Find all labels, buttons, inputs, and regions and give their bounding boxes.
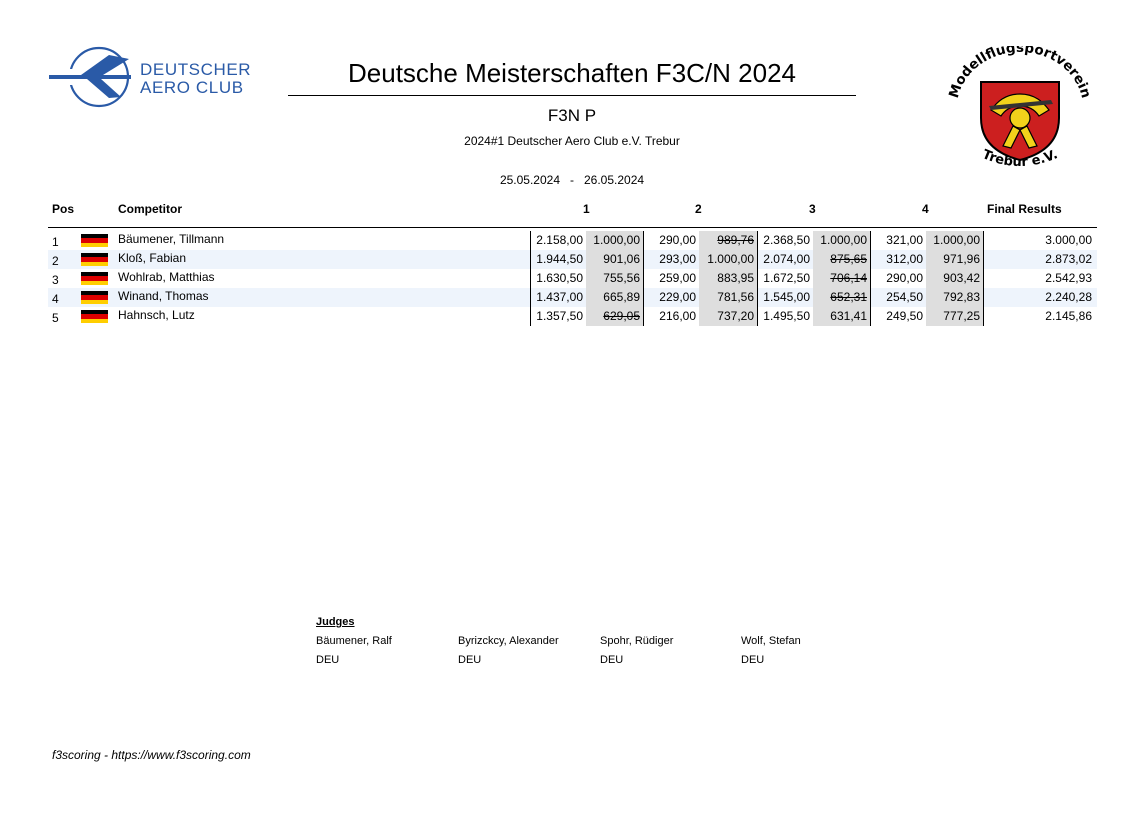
judges-title: Judges xyxy=(316,616,355,628)
class-name: F3N P xyxy=(547,106,597,125)
round-2-raw: 229,00 xyxy=(659,290,696,304)
round-2-raw: 259,00 xyxy=(659,271,696,285)
judge-nation: DEU xyxy=(600,654,624,666)
table-row xyxy=(48,307,1097,326)
dac-globe-icon xyxy=(47,46,139,108)
judge-nation: DEU xyxy=(741,654,765,666)
row-pos: 4 xyxy=(52,292,59,306)
row-competitor: Hahnsch, Lutz xyxy=(118,308,195,322)
judge-name: Byrizckcy, Alexander xyxy=(458,635,559,647)
row-final-result: 3.000,00 xyxy=(1045,233,1092,247)
round-4-raw: 254,50 xyxy=(886,290,923,304)
column-separator xyxy=(643,231,644,326)
row-pos: 3 xyxy=(52,273,59,287)
round-1-score: 901,06 xyxy=(586,250,643,269)
round-4-raw: 312,00 xyxy=(886,252,923,266)
flag-germany-icon xyxy=(81,272,108,285)
club-crest-icon xyxy=(945,46,1095,176)
header-divider xyxy=(48,227,1097,228)
flag-germany-icon xyxy=(81,253,108,266)
round-1-raw: 2.158,00 xyxy=(536,233,583,247)
round-3-raw: 2.074,00 xyxy=(763,252,810,266)
row-competitor: Bäumener, Tillmann xyxy=(118,232,225,246)
row-competitor: Winand, Thomas xyxy=(118,289,209,303)
round-3-score: 1.000,00 xyxy=(813,231,870,250)
judge-name: Bäumener, Ralf xyxy=(316,635,392,647)
round-3-score: 706,14 xyxy=(813,269,870,288)
column-header-pos: Pos xyxy=(52,202,75,216)
round-3-raw: 1.545,00 xyxy=(763,290,810,304)
column-separator xyxy=(870,231,871,326)
club-logo xyxy=(945,46,1095,176)
judge-name: Wolf, Stefan xyxy=(741,635,801,647)
round-4-score: 971,96 xyxy=(926,250,983,269)
column-separator xyxy=(757,231,758,326)
round-2-raw: 216,00 xyxy=(659,309,696,323)
round-2-score: 1.000,00 xyxy=(699,250,757,269)
column-separator xyxy=(530,231,531,326)
flag-germany-icon xyxy=(81,291,108,304)
row-competitor: Wohlrab, Matthias xyxy=(118,270,215,284)
dac-logo-line2: AERO CLUB xyxy=(140,78,244,97)
table-row xyxy=(48,269,1097,288)
round-4-score: 777,25 xyxy=(926,307,983,326)
round-2-raw: 293,00 xyxy=(659,252,696,266)
round-1-score: 755,56 xyxy=(586,269,643,288)
column-header-round-2: 2 xyxy=(695,202,702,216)
table-row xyxy=(48,250,1097,269)
flag-germany-icon xyxy=(81,310,108,323)
table-row xyxy=(48,231,1097,250)
round-3-score: 631,41 xyxy=(813,307,870,326)
round-1-raw: 1.437,00 xyxy=(536,290,583,304)
dac-logo xyxy=(47,46,272,108)
row-final-result: 2.240,28 xyxy=(1045,290,1092,304)
club-logo-top-text: Modellflugsportverein xyxy=(946,46,1094,101)
row-final-result: 2.542,93 xyxy=(1045,271,1092,285)
dac-logo-line1: DEUTSCHER xyxy=(140,60,252,79)
page-title: Deutsche Meisterschaften F3C/N 2024 xyxy=(348,58,796,88)
round-4-score: 1.000,00 xyxy=(926,231,983,250)
row-competitor: Kloß, Fabian xyxy=(118,251,187,265)
row-final-result: 2.145,86 xyxy=(1045,309,1092,323)
round-1-raw: 1.944,50 xyxy=(536,252,583,266)
round-4-raw: 249,50 xyxy=(886,309,923,323)
title-underline xyxy=(288,95,856,96)
row-final-result: 2.873,02 xyxy=(1045,252,1092,266)
judge-nation: DEU xyxy=(458,654,482,666)
event-dates: 25.05.2024 - 26.05.2024 xyxy=(499,173,645,187)
column-header-round-4: 4 xyxy=(922,202,929,216)
club-logo-bottom-text: Trebur e.V. xyxy=(980,147,1061,171)
round-3-raw: 1.495,50 xyxy=(763,309,810,323)
column-header-round-1: 1 xyxy=(583,202,590,216)
round-2-score: 737,20 xyxy=(699,307,757,326)
round-2-score: 883,95 xyxy=(699,269,757,288)
organizer: 2024#1 Deutscher Aero Club e.V. Trebur xyxy=(464,134,680,148)
judge-name: Spohr, Rüdiger xyxy=(600,635,674,647)
round-1-raw: 1.357,50 xyxy=(536,309,583,323)
column-separator xyxy=(983,231,984,326)
round-1-score: 665,89 xyxy=(586,288,643,307)
round-3-score: 875,65 xyxy=(813,250,870,269)
round-4-raw: 290,00 xyxy=(886,271,923,285)
judge-nation: DEU xyxy=(316,654,340,666)
row-pos: 1 xyxy=(52,235,59,249)
round-1-score: 629,05 xyxy=(586,307,643,326)
flag-germany-icon xyxy=(81,234,108,247)
column-header-competitor: Competitor xyxy=(118,202,182,216)
round-2-raw: 290,00 xyxy=(659,233,696,247)
column-header-round-3: 3 xyxy=(809,202,816,216)
column-header-final-results: Final Results xyxy=(987,202,1062,216)
round-4-score: 792,83 xyxy=(926,288,983,307)
round-4-raw: 321,00 xyxy=(886,233,923,247)
round-2-score: 781,56 xyxy=(699,288,757,307)
round-2-score: 989,76 xyxy=(699,231,757,250)
round-3-raw: 2.368,50 xyxy=(763,233,810,247)
round-1-score: 1.000,00 xyxy=(586,231,643,250)
round-3-score: 652,31 xyxy=(813,288,870,307)
row-pos: 5 xyxy=(52,311,59,325)
table-row xyxy=(48,288,1097,307)
footer-credit: f3scoring - https://www.f3scoring.com xyxy=(52,748,251,762)
round-1-raw: 1.630,50 xyxy=(536,271,583,285)
row-pos: 2 xyxy=(52,254,59,268)
round-4-score: 903,42 xyxy=(926,269,983,288)
round-3-raw: 1.672,50 xyxy=(763,271,810,285)
